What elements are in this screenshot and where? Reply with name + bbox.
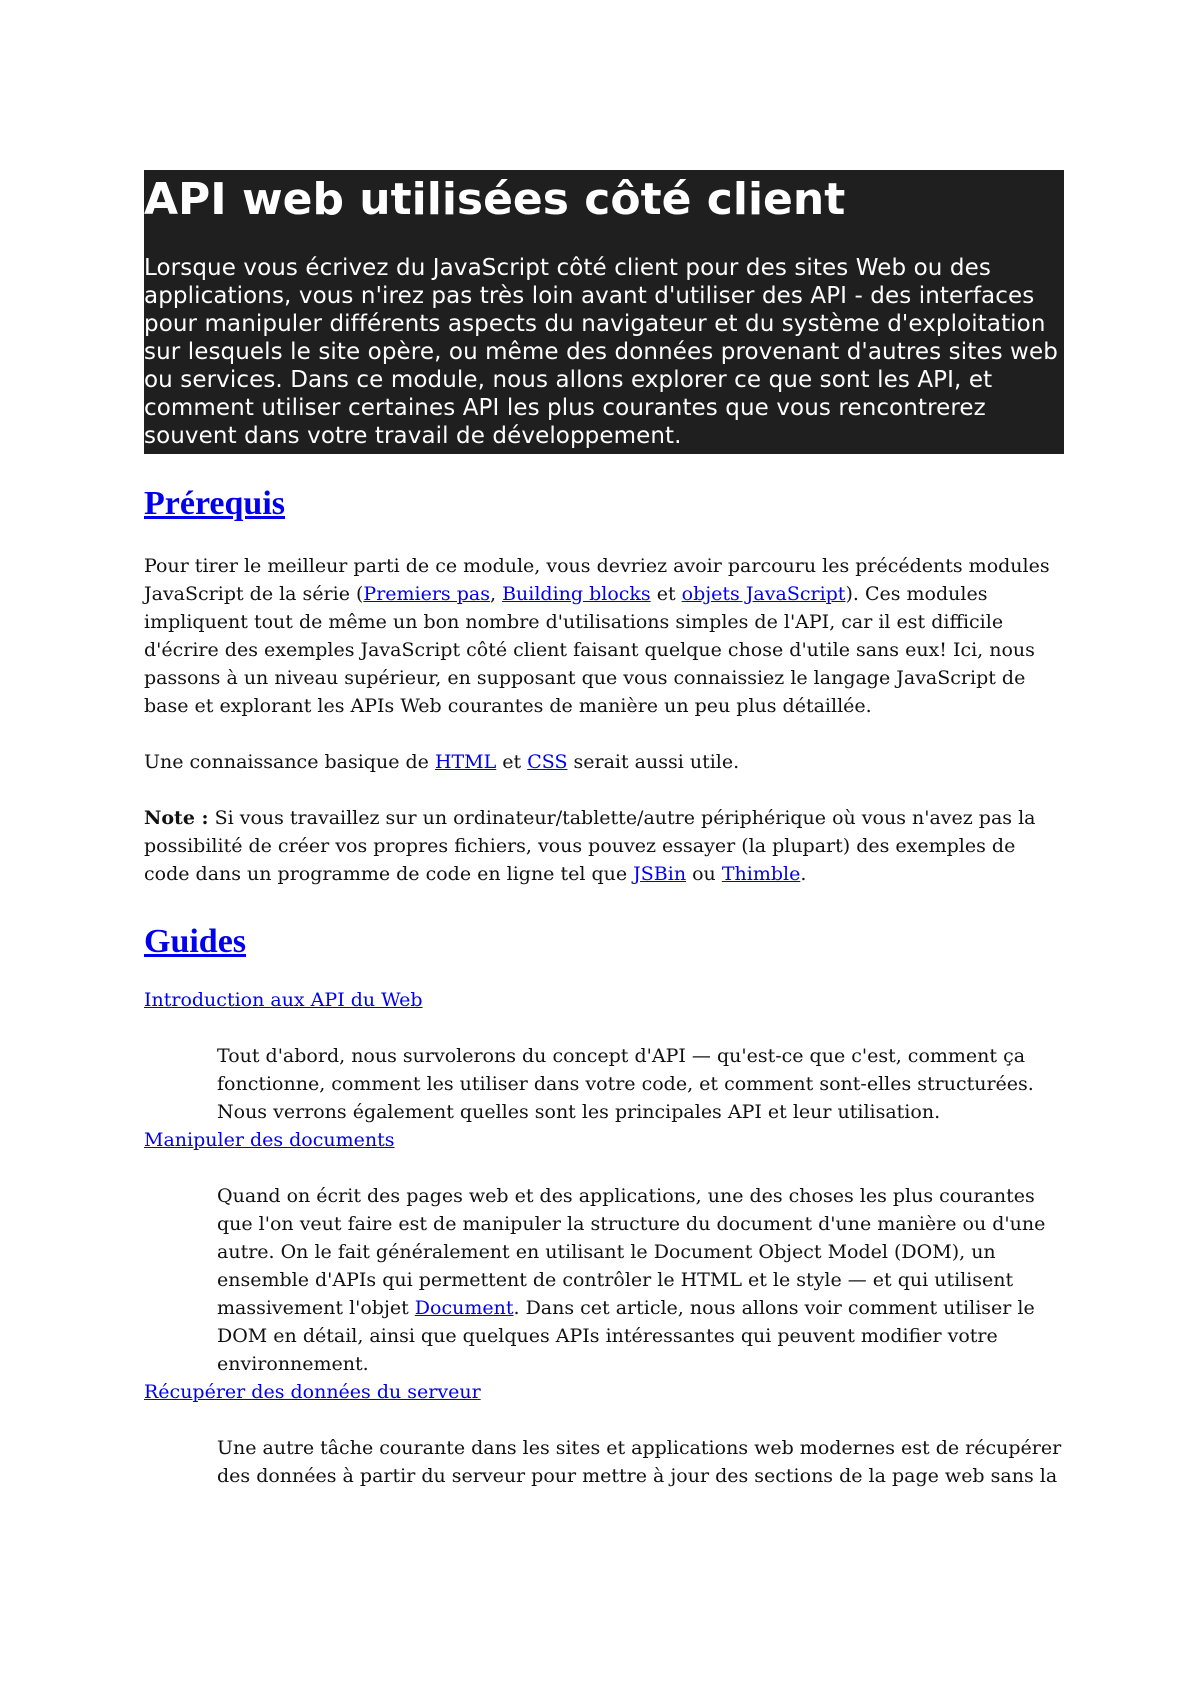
- documents-desc-text-2: . Dans cet article, nous allons voir comment utiliser le DOM en détail, ainsi que quelques APIs intéressantes qui peuvent modifier votre environnement.: [217, 1297, 1035, 1375]
- guide-item-documents: [144, 1126, 1064, 1154]
- prereq-sep-1: ,: [489, 583, 503, 605]
- guide-link-intro-api[interactable]: Introduction aux API du Web: [144, 989, 423, 1011]
- guide-link-manipuler-documents[interactable]: Manipuler des documents: [144, 1129, 395, 1151]
- guide-description-server-data: Une autre tâche courante dans les sites et applications web modernes est de récupérer des données à partir du serveur pour mettre à jour des sections de la page web sans la: [217, 1437, 1062, 1487]
- guide-item-intro: [144, 986, 1064, 1014]
- guide-link-recuperer-donnees[interactable]: Récupérer des données du serveur: [144, 1381, 481, 1403]
- note-label: Note :: [144, 807, 209, 829]
- html-css-text-1: Une connaissance basique de: [144, 751, 435, 773]
- note-paragraph: [144, 804, 1064, 888]
- prereq-heading-link[interactable]: Prérequis: [144, 485, 286, 522]
- link-thimble[interactable]: Thimble: [721, 863, 801, 885]
- guide-item-server-data: [144, 1378, 1064, 1406]
- link-css[interactable]: CSS: [527, 751, 568, 773]
- page-header-banner: [144, 170, 1064, 454]
- note-sep: ou: [686, 863, 722, 885]
- prereq-text-1: Pour tirer le meilleur parti de ce module, vous devriez avoir parcouru les précédents modules JavaScript de la série (: [144, 555, 1050, 605]
- link-document-object[interactable]: Document: [414, 1297, 514, 1319]
- note-end: .: [800, 863, 807, 885]
- guides-heading: [144, 922, 1064, 962]
- page-title: API web utilisées côté client: [144, 174, 846, 225]
- html-css-sep: et: [496, 751, 528, 773]
- link-building-blocks[interactable]: Building blocks: [502, 583, 651, 605]
- html-css-paragraph: [144, 748, 1064, 776]
- link-objets-javascript[interactable]: objets JavaScript: [681, 583, 846, 605]
- html-css-text-2: serait aussi utile.: [567, 751, 740, 773]
- prereq-sep-2: et: [650, 583, 682, 605]
- prereq-text-2: ). Ces modules impliquent tout de même un bon nombre d'utilisations simples de l'API, car il est difficile d'écrire des exemples JavaScript côté client faisant quelque chose d'utile sans eux! Ici, nous passons à un niveau supérieur, en supposant que vous connaissiez le langage JavaScript de base et explorant les APIs Web courantes de manière un peu plus détaillée.: [144, 583, 1035, 717]
- prereq-heading: [144, 484, 1064, 524]
- link-html[interactable]: HTML: [434, 751, 497, 773]
- link-jsbin[interactable]: JSBin: [633, 863, 687, 885]
- prereq-paragraph: [144, 552, 1064, 720]
- link-premiers-pas[interactable]: Premiers pas: [363, 583, 490, 605]
- guide-description-intro: Tout d'abord, nous survolerons du concept d'API — qu'est-ce que c'est, comment ça fonctionne, comment les utiliser dans votre code, et comment sont-elles structurées. Nous verrons également quelles sont les principales API et leur utilisation.: [217, 1045, 1034, 1123]
- guide-description-documents: [217, 1182, 1064, 1378]
- main-content: [144, 484, 1064, 1490]
- guides-heading-link[interactable]: Guides: [144, 923, 247, 960]
- document-page: [144, 170, 1064, 1490]
- intro-paragraph: Lorsque vous écrivez du JavaScript côté client pour des sites Web ou des applications, vous n'irez pas très loin avant d'utiliser des API - des interfaces pour manipuler différents aspects du navigateur et du système d'exploitation sur lesquels le site opère, ou même des données provenant d'autres sites web ou services. Dans ce module, nous allons explorer ce que sont les API, et comment utiliser certaines API les plus courantes que vous rencontrerez souvent dans votre travail de développement.: [144, 255, 1058, 449]
- note-text: Si vous travaillez sur un ordinateur/tablette/autre périphérique où vous n'avez pas la possibilité de créer vos propres fichiers, vous pouvez essayer (la plupart) des exemples de code dans un programme de code en ligne tel que: [144, 807, 1036, 885]
- documents-desc-text-1: Quand on écrit des pages web et des applications, une des choses les plus courantes que l'on veut faire est de manipuler la structure du document d'une manière ou d'une autre. On le fait généralement en utilisant le Document Object Model (DOM), un ensemble d'APIs qui permettent de contrôler le HTML et le style — et qui utilisent massivement l'objet: [217, 1185, 1046, 1319]
